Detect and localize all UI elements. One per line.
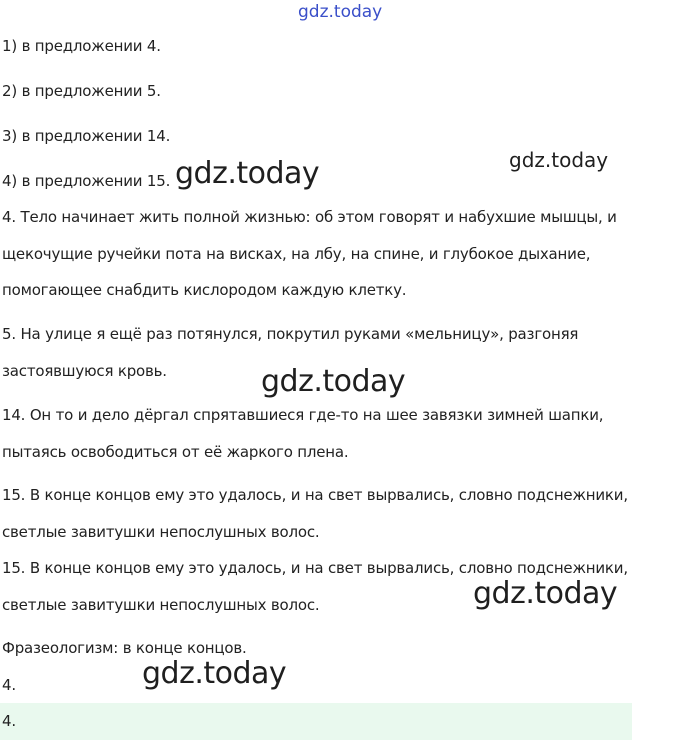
sentence-14-line: 14. Он то и дело дёргал спрятавшиеся где-то на шее завязки зимней шапки, bbox=[2, 406, 604, 424]
sentence-4-line: щекочущие ручейки пота на висках, на лбу, на спине, и глубокое дыхание, bbox=[2, 245, 591, 263]
sentence-15-line: светлые завитушки непослушных волос. bbox=[2, 596, 320, 614]
answer-text: 4. bbox=[2, 676, 16, 694]
sentence-5-line: застоявшуюся кровь. bbox=[2, 362, 167, 380]
watermark: gdz.today bbox=[142, 656, 287, 691]
option-4: 4) в предложении 15. bbox=[2, 172, 171, 190]
option-2: 2) в предложении 5. bbox=[2, 82, 161, 100]
watermark: gdz.today bbox=[509, 148, 609, 172]
watermark: gdz.today bbox=[175, 156, 320, 191]
sentence-14-line: пытаясь освободиться от её жаркого плена. bbox=[2, 443, 349, 461]
sentence-15-line: светлые завитушки непослушных волос. bbox=[2, 523, 320, 541]
phraseologism-text: Фразеологизм: в конце концов. bbox=[2, 639, 247, 657]
sentence-4-line: помогающее снабдить кислородом каждую клетку. bbox=[2, 281, 407, 299]
watermark: gdz.today bbox=[473, 576, 618, 611]
sentence-4-line: 4. Тело начинает жить полной жизнью: об этом говорят и набухшие мышцы, и bbox=[2, 208, 617, 226]
answer-highlight bbox=[0, 703, 632, 740]
option-3: 3) в предложении 14. bbox=[2, 127, 171, 145]
sentence-15-line: 15. В конце концов ему это удалось, и на свет вырвались, словно подснежники, bbox=[2, 559, 628, 577]
sentence-15-line: 15. В конце концов ему это удалось, и на свет вырвались, словно подснежники, bbox=[2, 486, 628, 504]
answer-highlighted-text: 4. bbox=[2, 712, 16, 730]
sentence-5-line: 5. На улице я ещё раз потянулся, покрутил руками «мельницу», разгоняя bbox=[2, 325, 579, 343]
option-1: 1) в предложении 4. bbox=[2, 37, 161, 55]
watermark: gdz.today bbox=[261, 364, 406, 399]
watermark-top: gdz.today bbox=[298, 2, 383, 22]
